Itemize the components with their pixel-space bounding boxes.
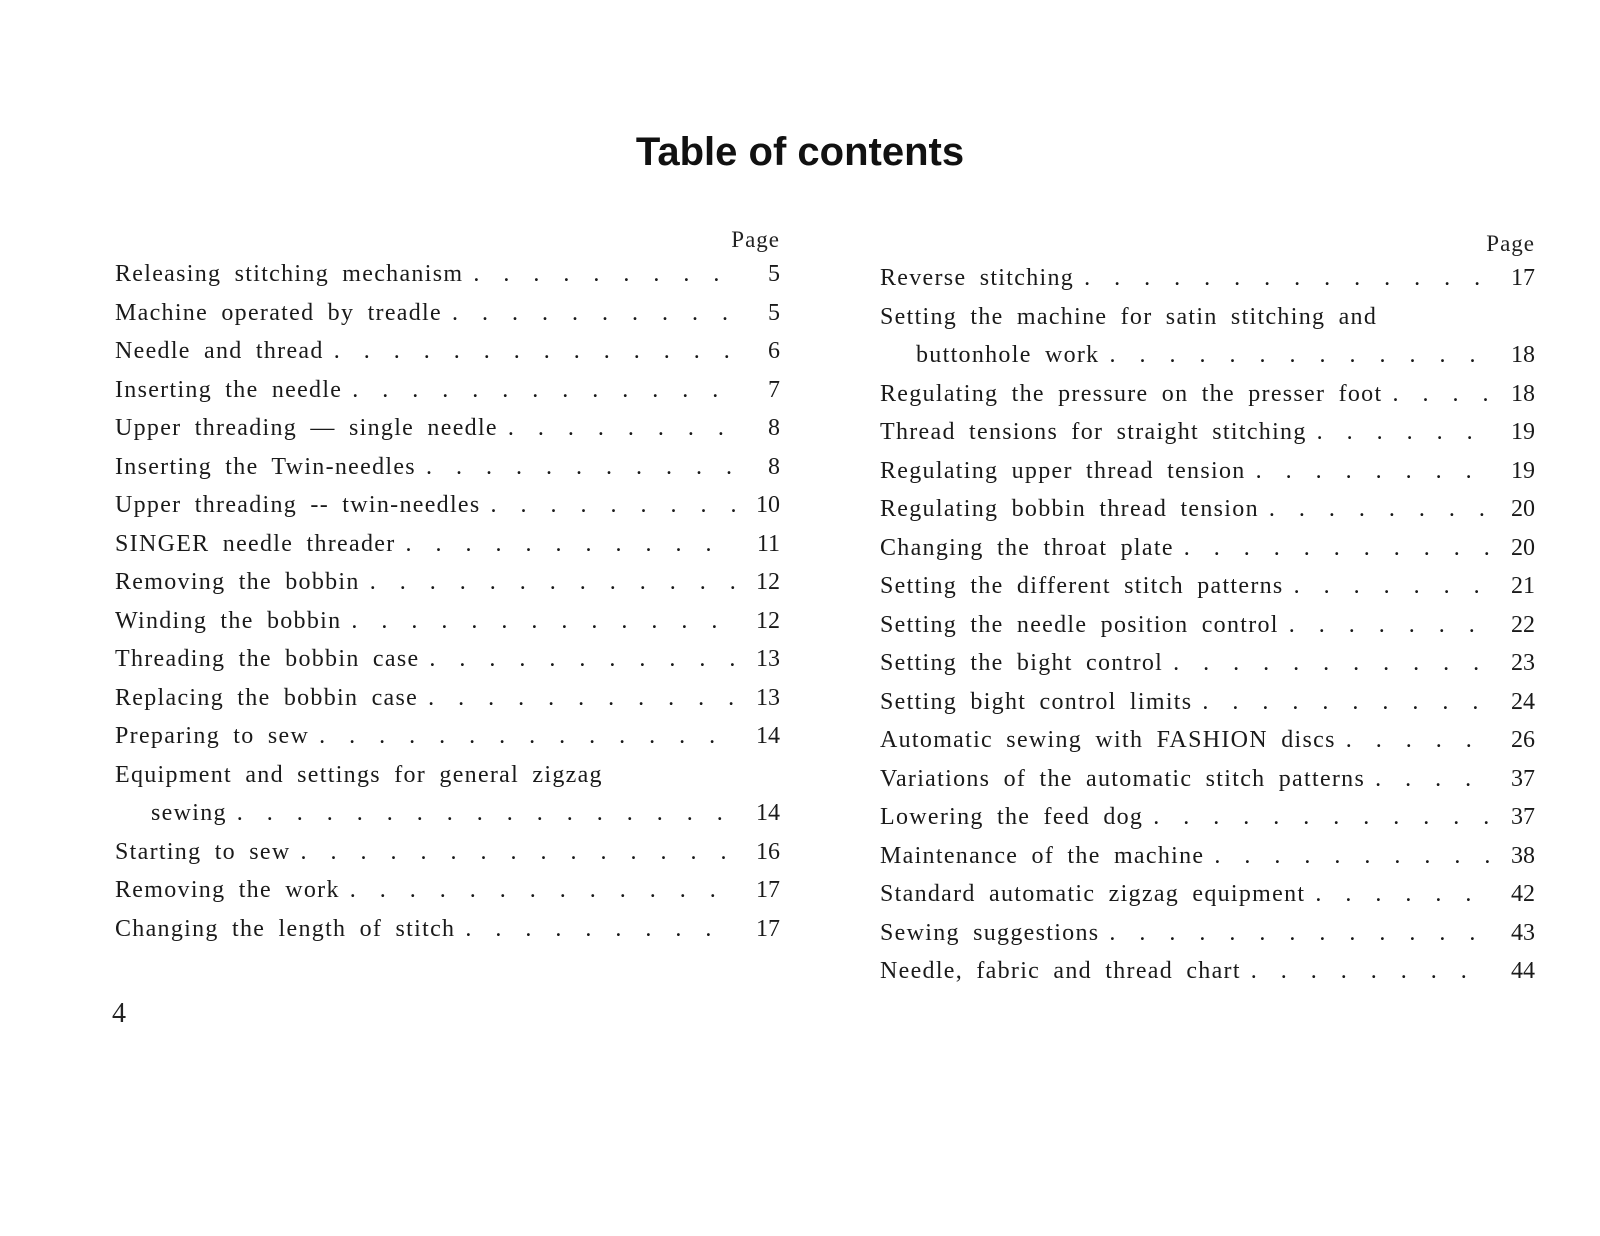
toc-entry-page: 24 — [1511, 688, 1535, 715]
toc-entry — [115, 640, 780, 679]
toc-entry — [115, 525, 780, 564]
toc-entry-title: Standard automatic zigzag equipment — [880, 881, 1306, 907]
toc-entry-title: SINGER needle threader — [115, 530, 396, 557]
page-number: 4 — [112, 998, 126, 1029]
toc-entry-title: Equipment and settings for general zigzag — [115, 761, 603, 788]
toc-entry-title: Machine operated by treadle — [115, 299, 442, 326]
page-column-heading: Page — [731, 227, 780, 252]
toc-entry — [115, 602, 780, 641]
dot-leader — [301, 833, 737, 872]
toc-entry — [115, 756, 780, 795]
toc-entry — [880, 914, 1535, 953]
dot-leader — [1202, 683, 1491, 722]
toc-entry-page: 17 — [756, 915, 780, 942]
toc-entry — [880, 683, 1535, 722]
toc-entry — [115, 871, 780, 910]
dot-leader — [1173, 644, 1491, 683]
dot-leader — [1109, 336, 1491, 375]
dot-leader — [370, 563, 736, 602]
toc-entry — [880, 875, 1535, 914]
toc-entry — [115, 486, 780, 525]
toc-entry-title: Removing the bobbin — [115, 569, 360, 595]
toc-entry — [880, 644, 1535, 683]
toc-entry — [115, 448, 780, 487]
toc-entry-page: 19 — [1511, 457, 1535, 484]
dot-leader — [1289, 606, 1491, 645]
toc-entry-page: 20 — [1511, 496, 1535, 522]
toc-entry-page: 8 — [768, 415, 780, 441]
dot-leader — [1214, 837, 1491, 876]
toc-entry-title: Thread tensions for straight stitching — [880, 419, 1307, 445]
toc-left-column — [115, 225, 780, 948]
toc-entry — [880, 490, 1535, 529]
toc-entry-page: 18 — [1511, 342, 1535, 368]
toc-entry — [115, 679, 780, 718]
toc-entries-left — [115, 255, 780, 948]
toc-entry-page: 38 — [1511, 842, 1535, 869]
toc-entries-right — [880, 259, 1535, 991]
toc-entry-page: 22 — [1511, 611, 1535, 638]
toc-entry-title: Regulating upper thread tension — [880, 457, 1246, 484]
dot-leader — [1392, 375, 1491, 414]
dot-leader — [1294, 567, 1491, 606]
toc-entry-page: 10 — [756, 492, 780, 518]
toc-entry — [115, 332, 780, 371]
toc-right-column — [880, 229, 1535, 991]
toc-entry — [880, 298, 1535, 337]
dot-leader — [491, 486, 736, 525]
dot-leader — [334, 332, 736, 371]
dot-leader — [1346, 721, 1491, 760]
dot-leader — [429, 640, 736, 679]
dot-leader — [1184, 529, 1491, 568]
toc-entry — [880, 721, 1535, 760]
toc-entry — [115, 255, 780, 294]
toc-entry-title: Setting bight control limits — [880, 688, 1193, 715]
toc-entry — [880, 798, 1535, 837]
dot-leader — [508, 409, 736, 448]
toc-entry-title: Starting to sew — [115, 838, 291, 865]
toc-entry-title: Replacing the bobbin case — [115, 684, 419, 711]
toc-entry — [115, 910, 780, 949]
toc-entry-page: 14 — [756, 800, 780, 826]
toc-entry-page: 37 — [1511, 804, 1535, 830]
toc-entry-page: 21 — [1511, 573, 1535, 599]
toc-entry-title: Needle, fabric and thread chart — [880, 958, 1241, 984]
toc-entry — [115, 409, 780, 448]
toc-entry — [115, 717, 780, 756]
toc-entry-page: 23 — [1511, 650, 1535, 676]
dot-leader — [473, 255, 736, 294]
dot-leader — [1251, 952, 1491, 991]
toc-entry-title: Winding the bobbin — [115, 607, 342, 634]
toc-entry-title: Sewing suggestions — [880, 919, 1100, 946]
toc-entry-title: Setting the different stitch patterns — [880, 573, 1284, 599]
page-column-heading: Page — [1486, 231, 1535, 256]
toc-entry-page: 44 — [1511, 958, 1535, 984]
dot-leader — [1317, 413, 1491, 452]
toc-entry-page: 19 — [1511, 419, 1535, 445]
toc-entry-page: 11 — [756, 530, 780, 557]
toc-entry — [115, 833, 780, 872]
toc-entry-title: Regulating bobbin thread tension — [880, 496, 1259, 522]
toc-entry-page: 26 — [1511, 727, 1535, 753]
toc-entry-title: Threading the bobbin case — [115, 646, 420, 672]
toc-entry-page: 18 — [1511, 380, 1535, 407]
dot-leader — [1153, 798, 1491, 837]
toc-entry-title: Needle and thread — [115, 338, 324, 364]
dot-leader — [237, 794, 736, 833]
toc-entry — [880, 760, 1535, 799]
toc-entry — [115, 371, 780, 410]
toc-entry-title: Changing the throat plate — [880, 534, 1174, 561]
toc-entry-title: Releasing stitching mechanism — [115, 261, 464, 287]
toc-entry-title: Setting the needle position control — [880, 611, 1279, 638]
toc-entry — [880, 259, 1535, 298]
dot-leader — [426, 448, 736, 487]
dot-leader — [1109, 914, 1491, 953]
toc-entry-page: 16 — [756, 838, 780, 865]
toc-entry-title: Changing the length of stitch — [115, 915, 456, 942]
toc-entry-page: 17 — [1511, 265, 1535, 291]
dot-leader — [350, 871, 736, 910]
page-title: Table of contents — [635, 130, 965, 174]
dot-leader — [465, 910, 736, 949]
toc-entry-title: Removing the work — [115, 877, 340, 903]
toc-entry — [115, 294, 780, 333]
dot-leader — [452, 294, 736, 333]
toc-entry-page: 13 — [756, 646, 780, 672]
toc-entry-page: 17 — [756, 877, 780, 903]
toc-entry-title: sewing — [151, 800, 227, 826]
dot-leader — [406, 525, 736, 564]
toc-entry-title: Lowering the feed dog — [880, 804, 1144, 830]
toc-entry-page: 42 — [1511, 881, 1535, 907]
toc-entry-title: Upper threading -- twin-needles — [115, 492, 481, 518]
toc-entry — [880, 375, 1535, 414]
toc-entry — [115, 563, 780, 602]
toc-entry-page: 5 — [768, 299, 780, 326]
dot-leader — [1256, 452, 1491, 491]
toc-entry-title: Reverse stitching — [880, 265, 1075, 291]
dot-leader — [1375, 760, 1491, 799]
toc-entry-page: 7 — [768, 376, 780, 403]
toc-entry-page: 20 — [1511, 534, 1535, 561]
toc-entry-title: Automatic sewing with FASHION discs — [880, 727, 1336, 753]
dot-leader — [319, 717, 736, 756]
toc-entry-title: Upper threading — single needle — [115, 415, 498, 441]
toc-entry-page: 8 — [768, 453, 780, 480]
toc-entry-page: 13 — [756, 684, 780, 711]
toc-entry-title: Setting the bight control — [880, 650, 1164, 676]
toc-entry — [880, 529, 1535, 568]
dot-leader — [351, 602, 736, 641]
toc-entry-title: Setting the machine for satin stitching and — [880, 303, 1378, 330]
toc-entry — [880, 336, 1535, 375]
toc-entry-title: Maintenance of the machine — [880, 842, 1205, 869]
dot-leader — [352, 371, 736, 410]
dot-leader — [1084, 259, 1491, 298]
toc-entry-page: 12 — [756, 607, 780, 634]
toc-entry-title: Regulating the pressure on the presser foot — [880, 380, 1383, 407]
toc-entry-page: 43 — [1511, 919, 1535, 946]
toc-entry-title: Preparing to sew — [115, 723, 310, 749]
toc-entry-title: buttonhole work — [916, 342, 1100, 368]
toc-entry — [880, 413, 1535, 452]
toc-entry-page: 37 — [1511, 765, 1535, 792]
toc-entry — [880, 606, 1535, 645]
dot-leader — [428, 679, 736, 718]
toc-entry-title: Inserting the Twin-needles — [115, 453, 416, 480]
dot-leader — [1315, 875, 1491, 914]
toc-entry-page: 6 — [768, 338, 780, 364]
toc-entry — [880, 837, 1535, 876]
toc-entry-page: 5 — [768, 261, 780, 287]
toc-entry — [115, 794, 780, 833]
toc-entry — [880, 952, 1535, 991]
toc-entry-title: Inserting the needle — [115, 376, 343, 403]
toc-entry-page: 12 — [756, 569, 780, 595]
toc-entry-page: 14 — [756, 723, 780, 749]
toc-entry-title: Variations of the automatic stitch patterns — [880, 765, 1366, 792]
toc-entry — [880, 452, 1535, 491]
toc-entry — [880, 567, 1535, 606]
dot-leader — [1269, 490, 1491, 529]
